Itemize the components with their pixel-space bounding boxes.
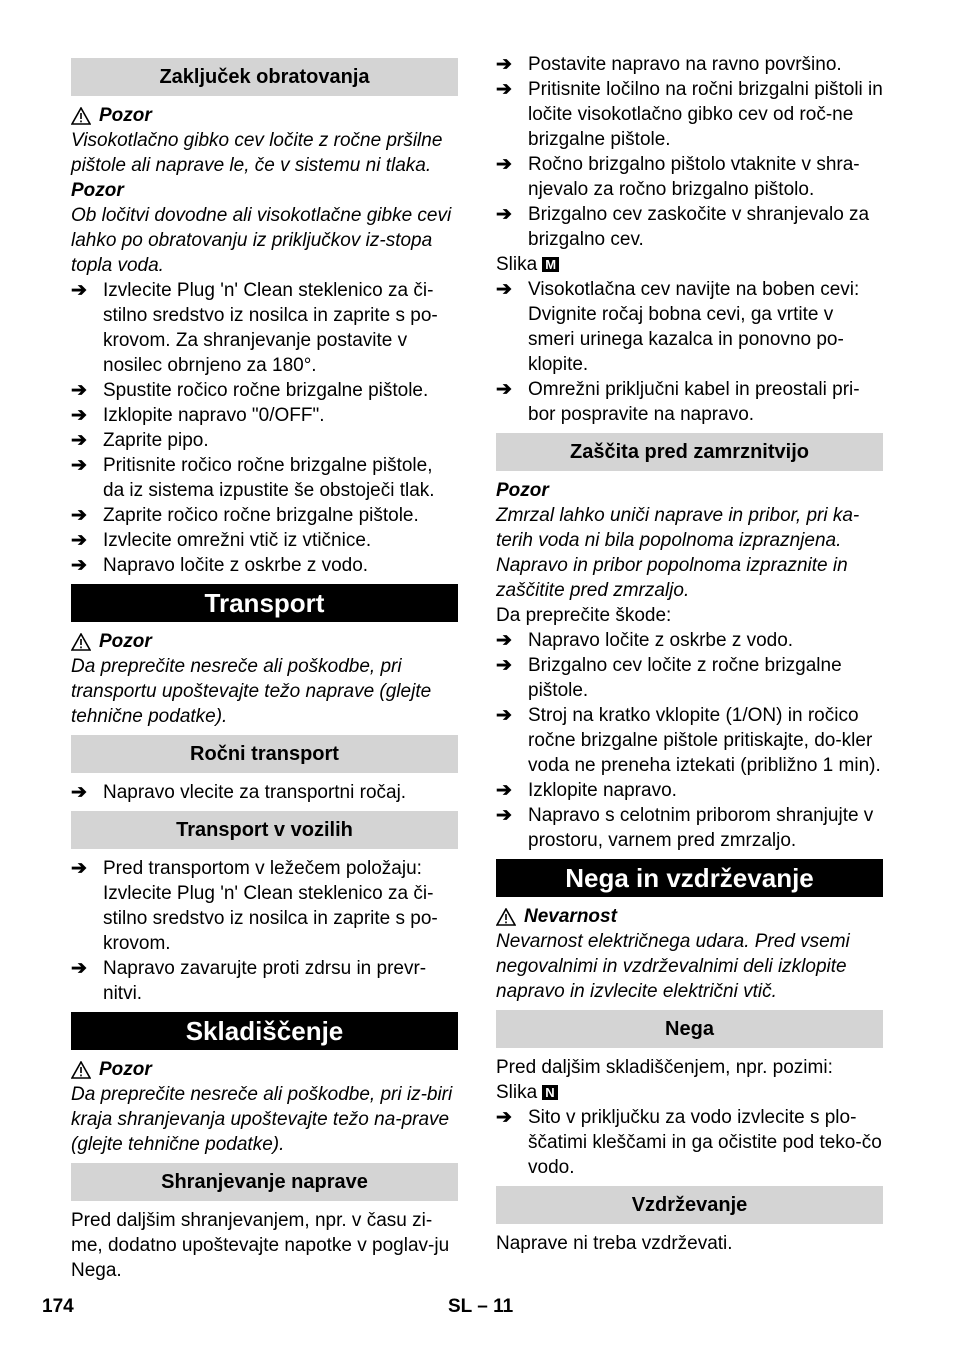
- arrow-icon: ➔: [496, 1107, 512, 1128]
- caution-text: Ob ločitvi dovodne ali visokotlačne gibke cevi lahko po obratovanju iz priključkov iz-stopa topla voda.: [71, 205, 452, 276]
- step-list: [496, 628, 883, 853]
- arrow-icon: ➔: [496, 279, 512, 300]
- right-column: [496, 52, 883, 1256]
- list-item: ➔ Visokotlačna cev navijte na boben cevi: Dvignite ročaj bobna cevi, ga vrtite v smeri urinega kazalca in ponovno po-klopite.: [496, 279, 860, 375]
- footer-language-page: SL – 11: [448, 1296, 514, 1317]
- page-number: 174: [42, 1296, 74, 1317]
- arrow-icon: ➔: [71, 455, 87, 476]
- arrow-icon: ➔: [496, 655, 512, 676]
- arrow-icon: ➔: [496, 154, 512, 175]
- paragraph: Naprave ni treba vzdrževati.: [496, 1233, 733, 1254]
- list-item: ➔ Brizgalno cev ločite z ročne brizgalne pištole.: [496, 655, 842, 701]
- warning-text: Visokotlačno gibko cev ločite z ročne pršilne pištole ali naprave le, če v sistemu ni tlaka.: [71, 130, 443, 176]
- section-heading-zamrznitvijo: Zaščita pred zamrznitvijo: [496, 433, 883, 471]
- arrow-icon: ➔: [496, 805, 512, 826]
- section-heading-nega: Nega: [496, 1010, 883, 1048]
- section-heading-rocni: Ročni transport: [71, 735, 458, 773]
- caution-text: Zmrzal lahko uniči naprave in pribor, pri ka-terih voda ni bila popolnoma izpraznjena. Napravo in pribor popolnoma izpraznite in zaščitite pred zmrzaljo.: [496, 505, 860, 601]
- list-item: ➔ Spustite ročico ročne brizgalne pištole.: [71, 380, 429, 401]
- arrow-icon: ➔: [496, 204, 512, 225]
- list-item: ➔ Pritisnite ločilno na ročni brizgalni pištoli in ločite visokotlačno gibko cev od roč-ne brizgalne pištole.: [496, 79, 883, 150]
- arrow-icon: ➔: [71, 430, 87, 451]
- arrow-icon: ➔: [71, 555, 87, 576]
- figure-letter-badge: N: [542, 1085, 557, 1100]
- warning-text: Da preprečite nesreče ali poškodbe, pri iz-biri kraja shranjevanja upoštevajte težo na-prave (glejte tehnične podatke).: [71, 1084, 453, 1155]
- list-item: ➔ Izvlecite Plug 'n' Clean steklenico za či-stilno sredstvo iz nosilca in zaprite s po-krovom. Za shranjevanje postavite v nosilec obrnjeno za 180°.: [71, 280, 438, 376]
- list-item: ➔ Stroj na kratko vklopite (1/ON) in ročico ročne brizgalne pištole pritiskajte, do-kler voda ne preneha iztekati (približno 1 min).: [496, 705, 881, 776]
- warning-triangle-icon: [71, 107, 91, 125]
- chapter-heading-transport: Transport: [71, 584, 458, 622]
- paragraph: Pred daljšim skladiščenjem, npr. pozimi:: [496, 1057, 833, 1078]
- arrow-icon: ➔: [496, 79, 512, 100]
- warning-label: Pozor: [71, 1057, 458, 1082]
- list-item: ➔ Sito v priključku za vodo izvlecite s plo-ščatimi kleščami in ga očistite pod teko-čo vodo.: [496, 1107, 882, 1178]
- list-item: ➔ Pritisnite ročico ročne brizgalne pištole, da iz sistema izpustite še obstoječi tlak.: [71, 455, 435, 501]
- list-item: ➔ Izklopite napravo "0/OFF".: [71, 405, 325, 426]
- list-item: ➔ Zaprite ročico ročne brizgalne pištole.: [71, 505, 419, 526]
- arrow-icon: ➔: [71, 405, 87, 426]
- section-heading-vzdrzevanje: Vzdrževanje: [496, 1186, 883, 1224]
- list-item: ➔ Postavite napravo na ravno površino.: [496, 54, 842, 75]
- list-item: ➔ Izklopite napravo.: [496, 780, 677, 801]
- left-column: [71, 52, 458, 1283]
- figure-reference: Slika N: [496, 1080, 883, 1105]
- chapter-heading-nega-vzdrzevanje: Nega in vzdrževanje: [496, 859, 883, 897]
- step-list: [71, 278, 458, 578]
- figure-reference: Slika M: [496, 252, 883, 277]
- list-item: ➔ Napravo s celotnim priborom shranjujte v prostoru, varnem pred zmrzaljo.: [496, 805, 874, 851]
- arrow-icon: ➔: [71, 858, 87, 879]
- paragraph: Pred daljšim shranjevanjem, npr. v času zi-me, dodatno upoštevajte napotke v poglav-ju Nega.: [71, 1210, 450, 1281]
- warning-text: Da preprečite nesreče ali poškodbe, pri transportu upoštevajte težo naprave (glejte tehnične podatke).: [71, 656, 432, 727]
- arrow-icon: ➔: [496, 780, 512, 801]
- warning-label: Pozor: [71, 629, 458, 654]
- warning-triangle-icon: [71, 1061, 91, 1079]
- warning-triangle-icon: [71, 633, 91, 651]
- section-heading-vozilih: Transport v vozilih: [71, 811, 458, 849]
- list-item: ➔ Izvlecite omrežni vtič iz vtičnice.: [71, 530, 372, 551]
- list-item: ➔ Napravo zavarujte proti zdrsu in prevr-nitvi.: [71, 958, 427, 1004]
- caution-label: Pozor: [496, 480, 549, 501]
- list-item: ➔ Napravo ločite z oskrbe z vodo.: [496, 630, 794, 651]
- warning-label: Pozor: [71, 103, 458, 128]
- arrow-icon: ➔: [71, 958, 87, 979]
- list-item: ➔ Ročno brizgalno pištolo vtaknite v shra-njevalo za ročno brizgalno pištolo.: [496, 154, 860, 200]
- arrow-icon: ➔: [71, 380, 87, 401]
- list-item: ➔ Brizgalno cev zaskočite v shranjevalo za brizgalno cev.: [496, 204, 870, 250]
- danger-label: Nevarnost: [496, 904, 883, 929]
- arrow-icon: ➔: [496, 54, 512, 75]
- step-list: [496, 52, 883, 252]
- arrow-icon: ➔: [71, 280, 87, 301]
- paragraph: Da preprečite škode:: [496, 605, 672, 626]
- list-item: ➔ Napravo ločite z oskrbe z vodo.: [71, 555, 369, 576]
- caution-label: Pozor: [71, 180, 124, 201]
- list-item: ➔ Napravo vlecite za transportni ročaj.: [71, 782, 407, 803]
- chapter-heading-skladiscenje: Skladiščenje: [71, 1012, 458, 1050]
- section-heading-shranjevanje: Shranjevanje naprave: [71, 1163, 458, 1201]
- warning-triangle-icon: [496, 908, 516, 926]
- arrow-icon: ➔: [496, 705, 512, 726]
- list-item: ➔ Pred transportom v ležečem položaju: Izvlecite Plug 'n' Clean steklenico za či-stilno sredstvo iz nosilca in zaprite s po-krovom.: [71, 858, 438, 954]
- arrow-icon: ➔: [71, 782, 87, 803]
- arrow-icon: ➔: [71, 530, 87, 551]
- arrow-icon: ➔: [71, 505, 87, 526]
- section-heading-zakljucek: Zaključek obratovanja: [71, 58, 458, 96]
- figure-letter-badge: M: [542, 257, 559, 272]
- arrow-icon: ➔: [496, 379, 512, 400]
- danger-text: Nevarnost električnega udara. Pred vsemi negovalnimi in vzdrževalnimi deli izklopite napravo in izvlecite električni vtič.: [496, 931, 850, 1002]
- arrow-icon: ➔: [496, 630, 512, 651]
- list-item: ➔ Zaprite pipo.: [71, 430, 209, 451]
- list-item: ➔ Omrežni priključni kabel in preostali pri-bor pospravite na napravo.: [496, 379, 860, 425]
